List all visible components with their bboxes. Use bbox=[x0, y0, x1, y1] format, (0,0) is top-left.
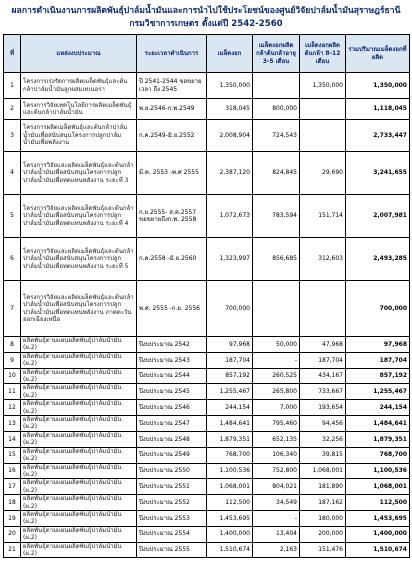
cell-total: 2,733,447 bbox=[346, 120, 410, 152]
cell-seeds-3-5: 652,135 bbox=[253, 431, 300, 447]
cell-period: ปีงบประมาณ 2544 bbox=[137, 368, 207, 384]
cell-period: พ.ย.2546-ก.พ.2549 bbox=[137, 99, 207, 120]
cell-no: 18 bbox=[4, 495, 21, 511]
cell-source: ผลิตพันธุ์ตามแผนผลิตพันธุ์ปาล์มน้ำมัน (ผ.2) bbox=[21, 400, 137, 416]
cell-period: ปีงบประมาณ 2547 bbox=[137, 416, 207, 432]
cell-seeds-3-5: 265,800 bbox=[253, 384, 300, 400]
table-row bbox=[4, 495, 410, 511]
cell-seeds: 1,068,001 bbox=[207, 479, 253, 495]
cell-no: 10 bbox=[4, 368, 21, 384]
cell-seeds-8-12: 181,890 bbox=[300, 479, 346, 495]
cell-total: 1,484,641 bbox=[346, 416, 410, 432]
cell-total: 1,350,000 bbox=[346, 73, 410, 99]
cell-seeds: 768,700 bbox=[207, 447, 253, 463]
cell-no: 4 bbox=[4, 152, 21, 195]
cell-seeds-8-12: 733,667 bbox=[300, 384, 346, 400]
cell-source: ผลิตพันธุ์ตามแผนผลิตพันธุ์ปาล์มน้ำมัน (ผ.2) bbox=[21, 510, 137, 526]
cell-seeds: 1,510,674 bbox=[207, 542, 253, 558]
cell-period: ปีงบประมาณ 2545 bbox=[137, 384, 207, 400]
cell-seeds-8-12 bbox=[300, 120, 346, 152]
table-row bbox=[4, 526, 410, 542]
cell-seeds: 1,453,695 bbox=[207, 510, 253, 526]
cell-source: ผลิตพันธุ์ตามแผนผลิตพันธุ์ปาล์มน้ำมัน (ผ.2) bbox=[21, 431, 137, 447]
cell-source: ผลิตพันธุ์ตามแผนผลิตพันธุ์ปาล์มน้ำมัน (ผ.2) bbox=[21, 526, 137, 542]
table-row bbox=[4, 238, 410, 281]
cell-source: ผลิตพันธุ์ตามแผนผลิตพันธุ์ปาล์มน้ำมัน (ผ.2) bbox=[21, 384, 137, 400]
header-source: แหล่งงบประมาณ bbox=[21, 35, 137, 73]
cell-period: ปีงบประมาณ 2553 bbox=[137, 510, 207, 526]
table-row bbox=[4, 73, 410, 99]
cell-seeds: 2,008,904 bbox=[207, 120, 253, 152]
cell-source: ผลิตพันธุ์ตามแผนผลิตพันธุ์ปาล์มน้ำมัน (ผ.2) bbox=[21, 447, 137, 463]
cell-total: 1,453,695 bbox=[346, 510, 410, 526]
cell-seeds-3-5: 800,000 bbox=[253, 99, 300, 120]
cell-period: ปีงบประมาณ 2549 bbox=[137, 447, 207, 463]
table-row bbox=[4, 479, 410, 495]
cell-period: ปีงบประมาณ 2543 bbox=[137, 352, 207, 368]
table-row bbox=[4, 400, 410, 416]
cell-total: 187,704 bbox=[346, 352, 410, 368]
cell-total: 1,100,536 bbox=[346, 463, 410, 479]
cell-total: 244,154 bbox=[346, 400, 410, 416]
cell-seeds-8-12: 193,654 bbox=[300, 400, 346, 416]
cell-total: 112,500 bbox=[346, 495, 410, 511]
table-row bbox=[4, 431, 410, 447]
cell-seeds-8-12: 200,000 bbox=[300, 526, 346, 542]
cell-seeds-8-12 bbox=[300, 99, 346, 120]
cell-total: 2,007,981 bbox=[346, 195, 410, 238]
cell-period: ก.ค.2558 -มิ.ย.2560 bbox=[137, 238, 207, 281]
cell-period: มี.ค. 2553 -พ.ศ 2555 bbox=[137, 152, 207, 195]
cell-source: โครงการเร่งรัดการผลิตเมล็ดพันธุ์และต้นกล้าปาล์มน้ำมันลูกผสมเทเนอรา bbox=[21, 73, 137, 99]
cell-seeds-8-12: 1,068,001 bbox=[300, 463, 346, 479]
document-title bbox=[4, 5, 408, 31]
table-row bbox=[4, 337, 410, 353]
cell-seeds: 112,500 bbox=[207, 495, 253, 511]
cell-source: ผลิตพันธุ์ตามแผนผลิตพันธุ์ปาล์มน้ำมัน (ผ.2) bbox=[21, 463, 137, 479]
cell-seeds: 1,072,673 bbox=[207, 195, 253, 238]
cell-no: 7 bbox=[4, 281, 21, 337]
table-row bbox=[4, 416, 410, 432]
table-row bbox=[4, 510, 410, 526]
cell-seeds: 97,968 bbox=[207, 337, 253, 353]
cell-no: 15 bbox=[4, 447, 21, 463]
cell-seeds: 1,255,467 bbox=[207, 384, 253, 400]
cell-period: พ.ศ. 2555 -ก.ย. 2556 bbox=[137, 281, 207, 337]
cell-seeds-8-12: 29,690 bbox=[300, 152, 346, 195]
cell-no: 14 bbox=[4, 431, 21, 447]
cell-seeds: 1,484,641 bbox=[207, 416, 253, 432]
cell-seeds-3-5: 50,000 bbox=[253, 337, 300, 353]
title-line-1: ผลการดำเนินงานการผลิตพันธุ์ปาล์มน้ำมันและการนำไปใช้ประโยชน์ของศูนย์วิจัยปาล์มน้ำมันสุราษฎร์ธานี bbox=[11, 6, 401, 16]
cell-seeds-3-5: 2,163 bbox=[253, 542, 300, 558]
cell-total: 768,700 bbox=[346, 447, 410, 463]
cell-no: 3 bbox=[4, 120, 21, 152]
table-row bbox=[4, 99, 410, 120]
cell-total: 1,510,674 bbox=[346, 542, 410, 558]
table-row bbox=[4, 463, 410, 479]
cell-seeds-3-5: 260,525 bbox=[253, 368, 300, 384]
cell-seeds-3-5: 752,800 bbox=[253, 463, 300, 479]
cell-seeds-8-12: 151,714 bbox=[300, 195, 346, 238]
cell-seeds-8-12: 187,162 bbox=[300, 495, 346, 511]
cell-seeds-3-5: 7,000 bbox=[253, 400, 300, 416]
production-table bbox=[3, 34, 410, 558]
table-row bbox=[4, 120, 410, 152]
cell-period: ปีงบประมาณ 2548 bbox=[137, 431, 207, 447]
cell-no: 1 bbox=[4, 73, 21, 99]
cell-seeds-3-5 bbox=[253, 73, 300, 99]
cell-source: โครงการวิจัยและผลิตเมล็ดพันธุ์และต้นกล้าปาล์มน้ำมันเพื่อสนับสนุนโครงการปลูกปาล์มน้ำมันเพื่อทดแทนพลังงาน ภาคตะวันออกเฉียงเหนือ bbox=[21, 281, 137, 337]
cell-seeds-3-5: - bbox=[253, 352, 300, 368]
cell-period: ก.ค.2549-มิ.ย.2552 bbox=[137, 120, 207, 152]
cell-seeds: 187,704 bbox=[207, 352, 253, 368]
cell-period: ปีงบประมาณ 2555 bbox=[137, 542, 207, 558]
cell-source: โครงการผลิตเมล็ดพันธุ์และต้นกล้าปาล์มน้ำมันเพื่อสนับสนุนโครงการปลูกปาล์มน้ำมันเพื่อพลังงาน bbox=[21, 120, 137, 152]
cell-period: ก.ย.2555- ส.ค.2557 ขอขยายถึงก.พ. 2558 bbox=[137, 195, 207, 238]
cell-no: 20 bbox=[4, 526, 21, 542]
cell-period: ปีงบประมาณ 2542 bbox=[137, 337, 207, 353]
cell-no: 17 bbox=[4, 479, 21, 495]
cell-total: 1,879,351 bbox=[346, 431, 410, 447]
table-row bbox=[4, 542, 410, 558]
cell-no: 6 bbox=[4, 238, 21, 281]
cell-no: 21 bbox=[4, 542, 21, 558]
cell-period: ปีงบประมาณ 2554 bbox=[137, 526, 207, 542]
cell-seeds: 318,045 bbox=[207, 99, 253, 120]
cell-source: ผลิตพันธุ์ตามแผนผลิตพันธุ์ปาล์มน้ำมัน (ผ.2) bbox=[21, 337, 137, 353]
cell-seeds-8-12: 151,476 bbox=[300, 542, 346, 558]
cell-seeds-3-5: 856,685 bbox=[253, 238, 300, 281]
cell-period: ปีงบประมาณ 2550 bbox=[137, 463, 207, 479]
cell-total: 1,400,000 bbox=[346, 526, 410, 542]
cell-seeds-8-12: 434,167 bbox=[300, 368, 346, 384]
cell-source: ผลิตพันธุ์ตามแผนผลิตพันธุ์ปาล์มน้ำมัน (ผ.2) bbox=[21, 368, 137, 384]
cell-seeds-3-5: 804,021 bbox=[253, 479, 300, 495]
cell-seeds-3-5: - bbox=[253, 510, 300, 526]
header-period: ระยะเวลาดำเนินการ bbox=[137, 35, 207, 73]
table-row bbox=[4, 352, 410, 368]
cell-total: 1,068,001 bbox=[346, 479, 410, 495]
cell-source: โครงการวิจัยและผลิตเมล็ดพันธุ์และต้นกล้าปาล์มน้ำมันเพื่อสนับสนุนโครงการปลูกปาล์มน้ำมันเพื่อทดแทนพลังงาน ระยะที่ 5 bbox=[21, 238, 137, 281]
cell-seeds-8-12: 32,256 bbox=[300, 431, 346, 447]
cell-source: โครงการวิจัยและผลิตเมล็ดพันธุ์และต้นกล้าปาล์มน้ำมันเพื่อสนับสนุนโครงการปลูกปาล์มน้ำมันเพื่อทดแทนพลังงาน ระยะที่ 3 bbox=[21, 152, 137, 195]
table-row bbox=[4, 384, 410, 400]
table-row bbox=[4, 447, 410, 463]
cell-seeds-3-5 bbox=[253, 281, 300, 337]
cell-source: ผลิตพันธุ์ตามแผนผลิตพันธุ์ปาล์มน้ำมัน (ผ.2) bbox=[21, 542, 137, 558]
cell-seeds: 700,000 bbox=[207, 281, 253, 337]
cell-seeds: 244,154 bbox=[207, 400, 253, 416]
cell-source: โครงการวิจัยและผลิตเมล็ดพันธุ์และต้นกล้าปาล์มน้ำมันเพื่อสนับสนุนโครงการปลูกปาล์มน้ำมันเพื่อทดแทนพลังงาน ระยะที่ 4 bbox=[21, 195, 137, 238]
cell-seeds-3-5: 824,845 bbox=[253, 152, 300, 195]
cell-total: 2,493,285 bbox=[346, 238, 410, 281]
cell-no: 19 bbox=[4, 510, 21, 526]
cell-seeds-8-12: 47,968 bbox=[300, 337, 346, 353]
cell-total: 1,118,045 bbox=[346, 99, 410, 120]
cell-period: ปีงบประมาณ 2552 bbox=[137, 495, 207, 511]
cell-seeds-8-12: 312,603 bbox=[300, 238, 346, 281]
cell-seeds-8-12: 94,456 bbox=[300, 416, 346, 432]
cell-no: 12 bbox=[4, 400, 21, 416]
cell-source: โครงการวิจัยเทคโนโลยีการผลิตเมล็ดพันธุ์และต้นกล้าปาล์มน้ำมัน bbox=[21, 99, 137, 120]
cell-seeds: 1,879,351 bbox=[207, 431, 253, 447]
table-row bbox=[4, 281, 410, 337]
cell-seeds-3-5: 783,594 bbox=[253, 195, 300, 238]
cell-seeds-3-5: 106,340 bbox=[253, 447, 300, 463]
cell-no: 9 bbox=[4, 352, 21, 368]
cell-period: ปี 2541-2544 ขอขยายเวลา ถึง 2545 bbox=[137, 73, 207, 99]
cell-seeds-3-5: 724,543 bbox=[253, 120, 300, 152]
cell-seeds-8-12 bbox=[300, 281, 346, 337]
cell-no: 13 bbox=[4, 416, 21, 432]
cell-total: 1,255,467 bbox=[346, 384, 410, 400]
cell-source: ผลิตพันธุ์ตามแผนผลิตพันธุ์ปาล์มน้ำมัน (ผ.2) bbox=[21, 479, 137, 495]
cell-seeds-3-5: 34,549 bbox=[253, 495, 300, 511]
cell-period: ปีงบประมาณ 2546 bbox=[137, 400, 207, 416]
cell-seeds: 1,323,997 bbox=[207, 238, 253, 281]
cell-seeds-8-12: 1,350,000 bbox=[300, 73, 346, 99]
table-row bbox=[4, 152, 410, 195]
cell-period: ปีงบประมาณ 2551 bbox=[137, 479, 207, 495]
table-row bbox=[4, 368, 410, 384]
cell-total: 857,192 bbox=[346, 368, 410, 384]
cell-source: ผลิตพันธุ์ตามแผนผลิตพันธุ์ปาล์มน้ำมัน (ผ.2) bbox=[21, 352, 137, 368]
title-line-2: กรมวิชาการเกษตร ตั้งแต่ปี 2542-2560 bbox=[129, 19, 283, 29]
table-row bbox=[4, 195, 410, 238]
cell-seeds: 1,100,536 bbox=[207, 463, 253, 479]
header-seeds-3-5: เมล็ดงอกผลิตกล้าต้นกล้าอายุ 3-5 เดือน bbox=[253, 35, 300, 73]
header-seeds: เมล็ดงอก bbox=[207, 35, 253, 73]
cell-total: 97,968 bbox=[346, 337, 410, 353]
cell-seeds-8-12: 187,704 bbox=[300, 352, 346, 368]
header-seeds-8-12: เมล็ดงอกผลิตต้นกล้า 8-12 เดือน bbox=[300, 35, 346, 73]
table-header-row bbox=[4, 35, 410, 73]
cell-seeds: 1,350,000 bbox=[207, 73, 253, 99]
header-total: รวมปริมาณเมล็ดงอกที่ผลิต bbox=[346, 35, 410, 73]
cell-seeds-8-12: 180,000 bbox=[300, 510, 346, 526]
cell-no: 5 bbox=[4, 195, 21, 238]
header-no: ที่ bbox=[4, 35, 21, 73]
cell-no: 16 bbox=[4, 463, 21, 479]
cell-source: ผลิตพันธุ์ตามแผนผลิตพันธุ์ปาล์มน้ำมัน (ผ.2) bbox=[21, 495, 137, 511]
cell-seeds: 2,387,120 bbox=[207, 152, 253, 195]
cell-seeds: 857,192 bbox=[207, 368, 253, 384]
cell-seeds-8-12: 39,815 bbox=[300, 447, 346, 463]
cell-source: ผลิตพันธุ์ตามแผนผลิตพันธุ์ปาล์มน้ำมัน (ผ.2) bbox=[21, 416, 137, 432]
cell-no: 2 bbox=[4, 99, 21, 120]
cell-seeds: 1,400,000 bbox=[207, 526, 253, 542]
cell-total: 700,000 bbox=[346, 281, 410, 337]
cell-seeds-3-5: 795,460 bbox=[253, 416, 300, 432]
cell-no: 8 bbox=[4, 337, 21, 353]
cell-total: 3,241,655 bbox=[346, 152, 410, 195]
table-body bbox=[4, 73, 410, 558]
cell-no: 11 bbox=[4, 384, 21, 400]
cell-seeds-3-5: 13,404 bbox=[253, 526, 300, 542]
